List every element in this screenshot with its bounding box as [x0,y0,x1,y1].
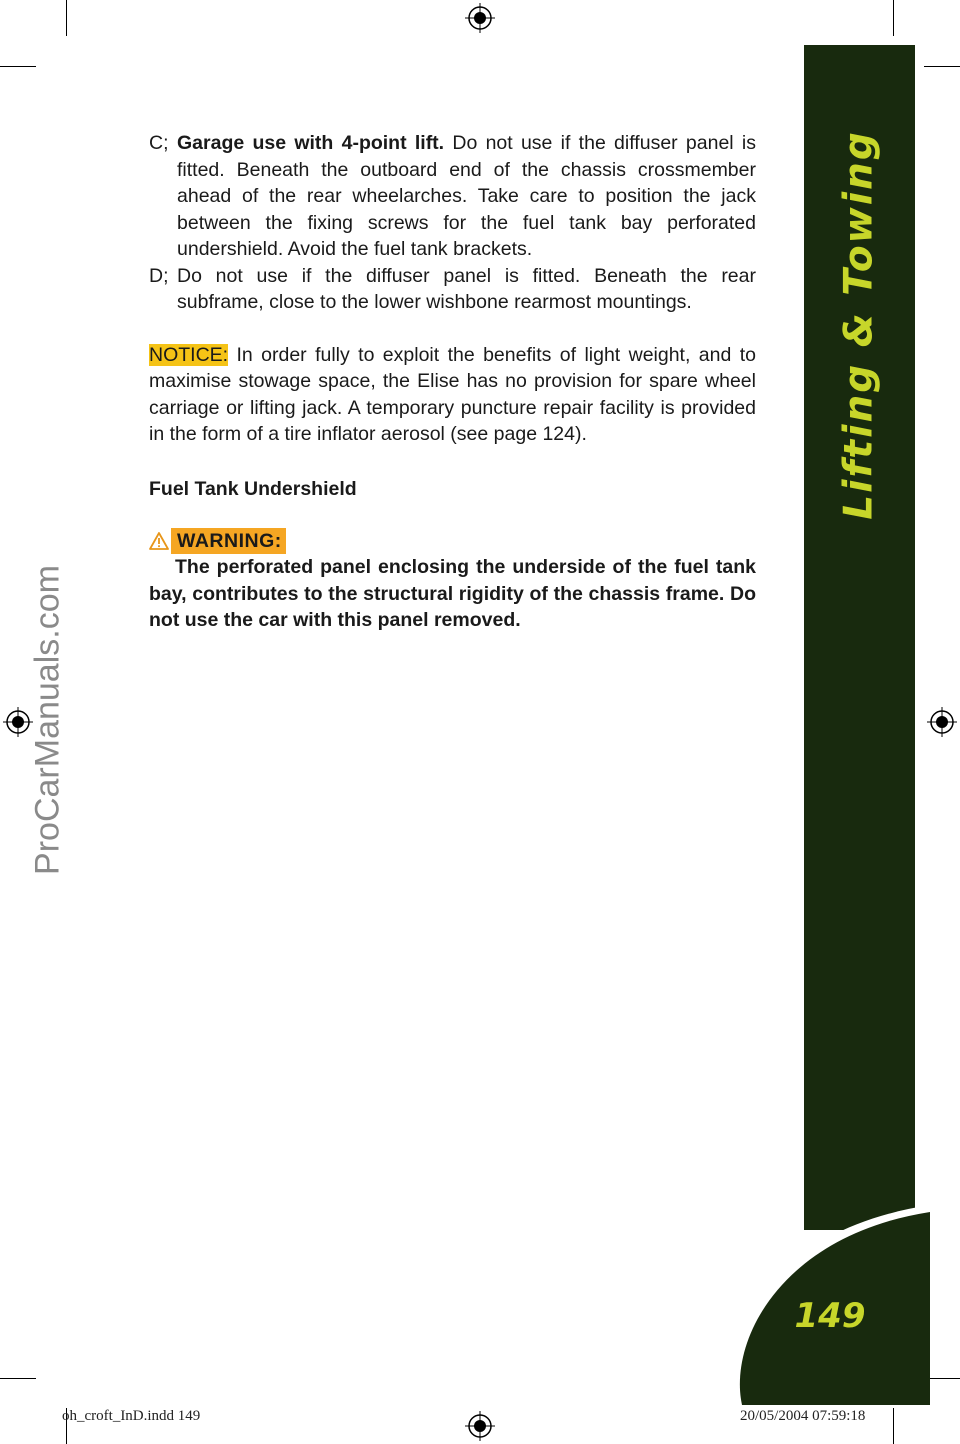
list-item-text: Do not use if the diffuser panel is fitted. Beneath the rear subframe, close to the lower wishbone rearmost mountings. [177,264,756,313]
list-item-c [149,130,756,263]
warning-header [149,528,756,554]
warning-label: WARNING: [171,528,286,555]
warning-triangle-icon [149,532,169,550]
list-item-lead: Garage use with 4-point lift. [177,132,445,154]
crop-mark [0,66,36,67]
notice-text: In order fully to exploit the benefits of light weight, and to maximise stowage space, the Elise has no provision for spare wheel carriage or lifting jack. A temporary puncture repair facility is provided in the form of a tire inflator aerosol (see page 124). [149,343,756,445]
crop-mark [893,0,894,36]
section-title: Lifting & Towing [836,130,882,520]
notice-label: NOTICE: [149,343,229,366]
registration-mark-icon [927,707,957,737]
registration-mark-icon [465,3,495,33]
footer-file: oh_croft_InD.indd 149 [62,1408,201,1424]
footer-timestamp: 20/05/2004 07:59:18 [740,1408,866,1424]
crop-mark [893,1408,894,1444]
section-heading: Fuel Tank Undershield [149,477,357,500]
watermark: ProCarManuals.com [28,565,67,875]
list-item-d [149,263,756,316]
list-item-label: D; [149,264,169,287]
registration-mark-icon [465,1411,495,1441]
crop-mark [924,66,960,67]
crop-mark [0,1378,36,1379]
list-item-text [177,130,756,263]
crop-mark [66,0,67,36]
notice-paragraph [149,342,756,448]
warning-text: The perforated panel enclosing the underside of the fuel tank bay, contributes to the structural rigidity of the chassis frame. Do not use the car with this panel removed. [149,556,756,631]
page-number: 149 [794,1296,866,1336]
list-item-body: Do not use if the diffuser panel is fitted. Beneath the outboard end of the chassis crossmember ahead of the rear wheelarches. Take care to position the jack between the fixing screws for the fuel tank bay perforated undershield. Avoid the fuel tank brackets. [177,132,756,260]
list-item-label: C; [149,132,169,154]
page-content [149,130,756,634]
